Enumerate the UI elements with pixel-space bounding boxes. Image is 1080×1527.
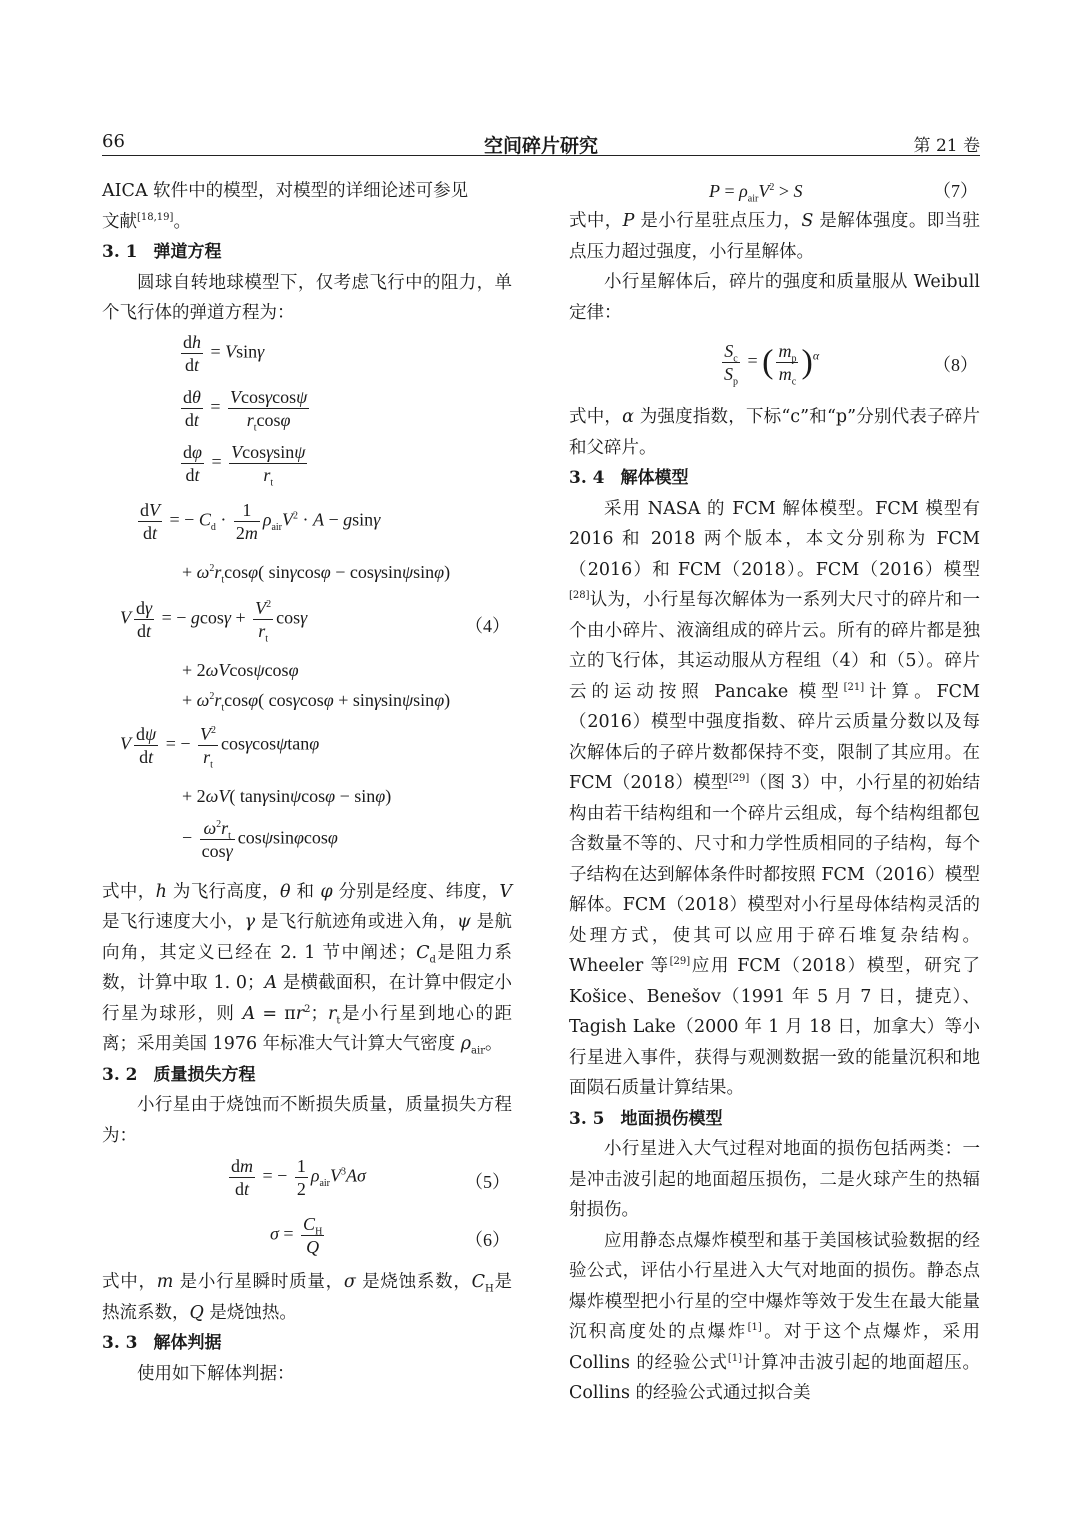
equation-8: $\frac{S_c}{S_p}$ = ( $\frac{m_p}{m_c}$ )$^\alpha$ （8） [724, 341, 978, 388]
running-header [102, 131, 980, 157]
equation-6: σ = $\frac{C_H}{Q}$ （6） [270, 1214, 510, 1257]
left-column [102, 176, 512, 1389]
section-heading-3-1: 3. 1 弹道方程 [102, 242, 222, 262]
paragraph: 小行星进入大气过程对地面的损伤包括两类：一是冲击波引起的地面超压损伤，二是火球产生的热辐射损伤。 [569, 1139, 980, 1220]
section-heading-3-2: 3. 2 质量损失方程 [102, 1064, 256, 1085]
equation-4-last-term: − $\frac{\omega^2r_t}{\cos\gamma}$ cosψsinφcosφ [182, 817, 338, 861]
paragraph: 式中，α 为强度指数，下标“c”和“p”分别代表子碎片和父碎片。 [569, 407, 981, 458]
paragraph: 应用静态点爆炸模型和基于美国核试验数据的经验公式，评估小行星进入大气对地面的损伤。静态点爆炸模型把小行星的空中爆炸等效于发生在最大能量沉积高度处的点爆炸[1]。对于这个点爆炸，采用 Collins 的经验公式[1]计算冲击波引起的地面超压。Collins 的经验公式通过拟合美 [569, 1230, 981, 1403]
citation[interactable]: [29] [669, 956, 691, 968]
equation-number: （5） [465, 1172, 510, 1192]
header-rule [102, 155, 980, 156]
paragraph: 式中，m 是小行星瞬时质量，σ 是烧蚀系数，$C_H$是热流系数，Q 是烧蚀热。 [102, 1272, 513, 1323]
equation-number: （8） [933, 355, 978, 375]
equation-7: $P = \rho_{air}V^2 > S$ （7） [569, 176, 980, 206]
equation-number: （7） [933, 181, 978, 201]
paragraph: 使用如下解体判据： [137, 1363, 295, 1384]
paragraph: 采用 NASA 的 FCM 解体模型。FCM 模型有 2016 和 2018 两个版本，本文分别称为 FCM（2016）和 FCM（2018）。FCM（2016）模型[28]认为，小行星每次解体为一系列大尺寸的碎片和一个由小碎片、液滴组成的碎片云。所有的碎片都是独立的飞行体，其运动服从方程组（4）和（5）。碎片云的运动按照 Pancake 模型[21]计算。FCM（2016）模型中强度指数、碎片云质量分数以及每次解体后的子碎片数都保持不变，限制了其应用。在 FCM（2018）模型[29]（图 3）中，小行星的初始结构由若干结构组和一个碎片云组成，每个结构组都包含数量不等的、尺寸和力学性质相同的子结构，每个子结构在达到解体条件时都按照 FCM（2016）模型解体。FCM（2018）模型对小行星母体结构灵活的处理方式，使其可以应用于碎石堆复杂结构。Wheeler 等[29]应用 FCM（2018）模型，研究了 Košice、Benešov（1991 年 5 月 7 日，捷克）、Tagish Lake（2000 年 1 月 18 日，加拿大）等小行星进入事件，获得与观测数据一致的能量沉积和地面陨石质量计算结果。 [569, 498, 980, 1098]
section-heading-3-4: 3. 4 解体模型 [569, 468, 689, 488]
intro-paragraph: AICA 软件中的模型，对模型的详细论述可参见 文献[18,19]。 [102, 181, 469, 232]
citation[interactable]: [28] [569, 590, 590, 602]
volume-label: 第 21 卷 [913, 136, 980, 156]
paragraph: 小行星由于烧蚀而不断损失质量，质量损失方程为： [102, 1095, 512, 1146]
journal-title: 空间碎片研究 [483, 135, 598, 157]
citation[interactable]: [1] [747, 1322, 762, 1334]
citation[interactable]: [18,19] [137, 211, 174, 223]
paragraph: 式中，h 为飞行高度，θ 和 φ 分别是经度、纬度，V 是飞行速度大小，γ 是飞行航迹角或进入角，ψ 是航向角，其定义已经在 2. 1 节中阐述；$C_d$是阻力系数，计算中取 1. 0；A 是横截面积，在计算中假定小行星为球形，则 $A = \pi r^2$；$r_t$是小行星到地心的距离；采用美国 1976 年标准大气计算大气密度 $\rho_{air}$。 [102, 881, 513, 1057]
equation-4: $\frac{dh}{dt}$ = Vsinγ $\frac{d\theta}{dt}$ = $\frac{Vcos\gamma\cos\psi}{r_t\cos\varphi}$ $\frac{d\varphi}{dt}$ = $\frac{Vcos\gamma\sin\psi}{r_t}$ $\frac{dV}{dt}$ = − $C_d$ · $\frac{1}{2m}$ $\rho_{air}V^2 \cdot A - gsin\gamma$ + $\omega^2r_t\cos\varphi$( sinγcosφ − cosγsinψsinφ) V $\frac{d\gamma}{dt}$ = − gcosγ + $\frac{V^2}{r_t}$ cosγ （4） + 2ωVcosψcosφ + $\omega^2r_t\cos\varphi$( cosγcosφ + sinγsinψsinφ) V $\frac{d\psi}{dt}$ = − $\frac{V^2}{r_t}$ cosγcosψtanφ + 2ωV( tanγsinψcosφ − sinφ) [120, 331, 510, 806]
right-column [569, 176, 980, 1409]
equation-number: （4） [465, 615, 510, 636]
section-heading-3-3: 3. 3 解体判据 [102, 1333, 222, 1353]
citation[interactable]: [21] [843, 681, 865, 693]
paragraph: 圆球自转地球模型下，仅考虑飞行中的阻力，单个飞行体的弹道方程为： [102, 272, 512, 323]
page-number: 66 [102, 131, 125, 152]
citation[interactable]: [29] [728, 773, 750, 785]
equation-5: $\frac{dm}{dt}$ = − $\frac{1}{2}$ $\rho_{air}V^3A\sigma$ （5） [231, 1156, 510, 1199]
citation[interactable]: [1] [727, 1352, 743, 1364]
equation-number: （6） [465, 1230, 510, 1250]
paragraph: 小行星解体后，碎片的强度和质量服从 Weibull 定律： [569, 272, 980, 323]
paragraph: 式中，P 是小行星驻点压力，S 是解体强度。即当驻点压力超过强度，小行星解体。 [569, 211, 980, 262]
section-heading-3-5: 3. 5 地面损伤模型 [569, 1108, 723, 1129]
